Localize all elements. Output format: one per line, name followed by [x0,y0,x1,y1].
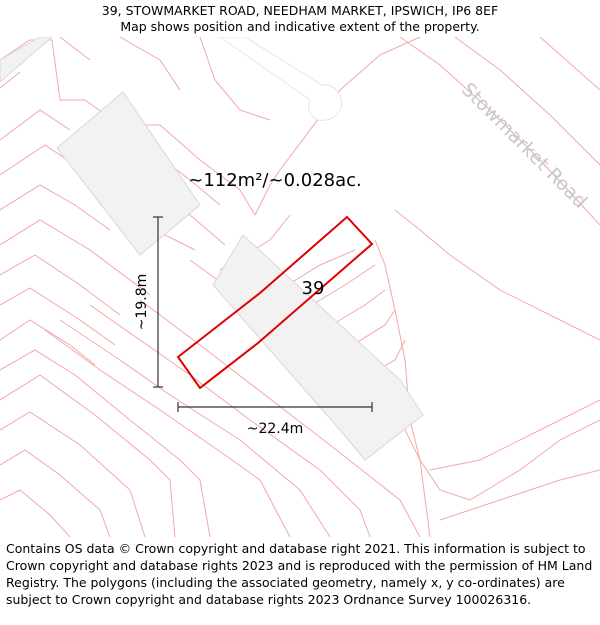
height-dimension-label: ~19.8m [134,273,150,331]
width-dimension-label: ~22.4m [246,421,304,437]
building-corner [0,37,52,82]
property-address: 39, STOWMARKET ROAD, NEEDHAM MARKET, IPSWICH, IP6 8EF [101,3,499,18]
page-header [0,0,600,39]
copyright-notice: Contains OS data © Crown copyright and database right 2021. This information is subject to Crown copyright and database rights 2023 and is reproduced with the permission of HM Land Registry. The polygons (including the associated geometry, namely x, y co-ordinates) are subject to Crown copyright and database rights 2023 Ordnance Survey 100026316. [6,541,593,607]
plot-number-label: 39 [301,278,325,299]
map-panel[interactable] [0,37,600,537]
building-centre [213,235,423,460]
road-name-label: Stowmarket Road [457,78,592,213]
map-canvas[interactable] [0,37,600,537]
area-label: ~112m²/~0.028ac. [188,170,362,191]
map-subtitle: Map shows position and indicative extent of the property. [120,19,480,34]
building-upper-left [57,92,200,255]
